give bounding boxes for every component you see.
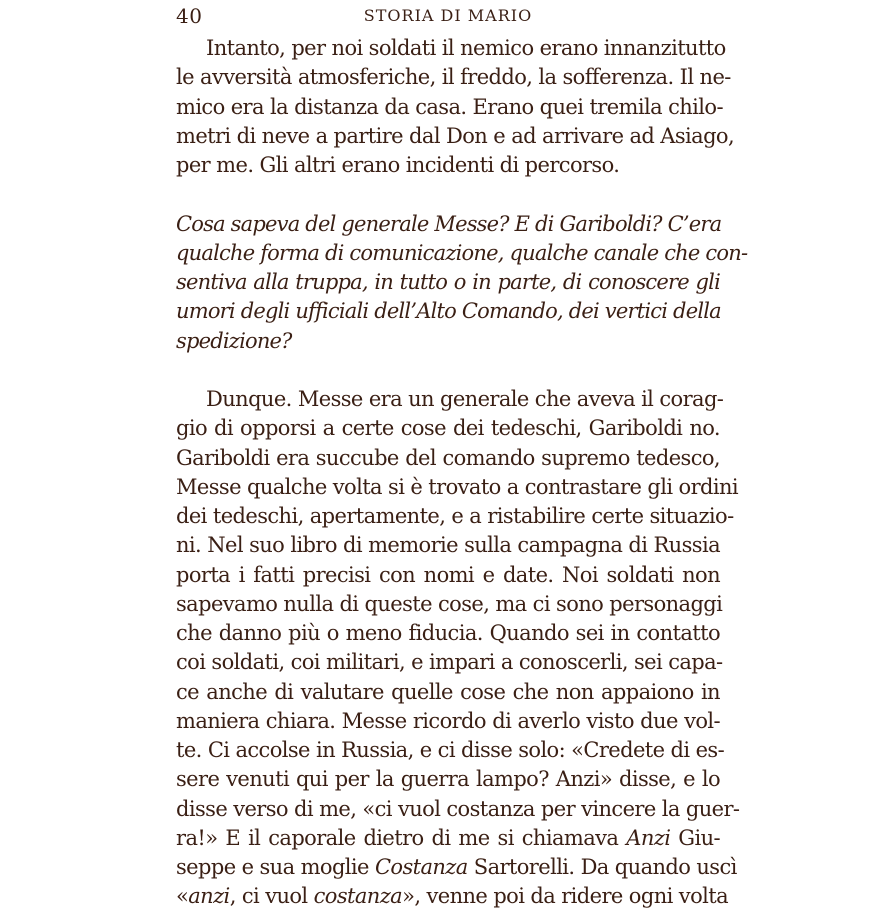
text-line: le avversità atmosferiche, il freddo, la sofferenza. Il ne-	[176, 65, 731, 90]
text-run: ra!» E il caporale dietro di me si chiamava	[176, 825, 627, 850]
paragraph-intro	[176, 34, 735, 180]
text-line	[176, 882, 728, 911]
question-line: qualche forma di comunicazione, qualche canale che con-	[176, 240, 748, 265]
text-line: Gariboldi era succube del comando supremo tedesco,	[176, 445, 720, 470]
italic-word: anzi	[188, 884, 230, 909]
text-line: dei tedeschi, apertamente, e a ristabilire certe situazio-	[176, 504, 734, 528]
text-line: sere venuti qui per la guerra lampo? Anzi» disse, e lo	[176, 767, 720, 792]
text-line: metri di neve a partire dal Don e ad arrivare ad Asiago,	[176, 123, 735, 148]
interview-question	[176, 210, 748, 356]
text-line	[176, 824, 720, 853]
italic-name: Costanza	[374, 855, 468, 879]
question-line: umori degli ufficiali dell’Alto Comando, dei vertici della	[176, 299, 721, 324]
text-line	[176, 853, 737, 882]
paragraph-gap	[176, 356, 720, 385]
italic-word: costanza	[313, 884, 403, 909]
running-title: STORIA DI MARIO	[363, 6, 533, 25]
text-line: Intanto, per noi soldati il nemico erano innanzitutto	[206, 36, 726, 60]
text-run: Sartorelli. Da quando uscì	[467, 855, 737, 879]
running-head	[176, 4, 720, 30]
question-line: spedizione?	[176, 328, 292, 353]
text-line: coi soldati, coi militari, e impari a conoscerli, sei capa-	[176, 650, 723, 675]
text-line: porta i fatti precisi con nomi e date. Noi soldati non	[176, 562, 720, 587]
question-line: sentiva alla truppa, in tutto o in parte, di conoscere gli	[176, 270, 720, 294]
text-line: sapevamo nulla di queste cose, ma ci sono personaggi	[176, 591, 723, 616]
paragraph-gap	[176, 180, 720, 209]
text-line: te. Ci accolse in Russia, e ci disse solo: «Credete di es-	[176, 738, 725, 762]
paragraph-answer	[176, 385, 740, 912]
italic-name: Anzi	[626, 825, 671, 850]
text-line: Dunque. Messe era un generale che aveva il corag-	[206, 387, 724, 411]
text-line: per me. Gli altri erano incidenti di percorso.	[176, 153, 620, 177]
text-line: ni. Nel suo libro di memorie sulla campagna di Russia	[176, 533, 720, 558]
text-run: «	[176, 884, 189, 909]
text-line: che danno più o meno fiducia. Quando sei in contatto	[176, 621, 720, 645]
text-run: Giu-	[670, 825, 720, 850]
text-line: mico era la distanza da casa. Erano quei tremila chilo-	[176, 94, 723, 119]
page-number: 40	[176, 4, 203, 28]
text-line: ce anche di valutare quelle cose che non appaiono in	[176, 679, 720, 704]
text-line: Messe qualche volta si è trovato a contrastare gli ordini	[176, 474, 739, 499]
page-body	[176, 34, 748, 912]
text-line: maniera chiara. Messe ricordo di averlo visto due vol-	[176, 708, 720, 733]
text-line: gio di opporsi a certe cose dei tedeschi, Gariboldi no.	[176, 416, 720, 441]
text-line: disse verso di me, «ci vuol costanza per vincere la guer-	[176, 796, 740, 821]
text-run: , ci vuol	[229, 884, 314, 909]
text-run: seppe e sua moglie	[176, 855, 375, 879]
question-line: Cosa sapeva del generale Messe? E di Gariboldi? C’era	[176, 211, 722, 236]
text-run: », venne poi da ridere ogni volta	[402, 884, 728, 909]
